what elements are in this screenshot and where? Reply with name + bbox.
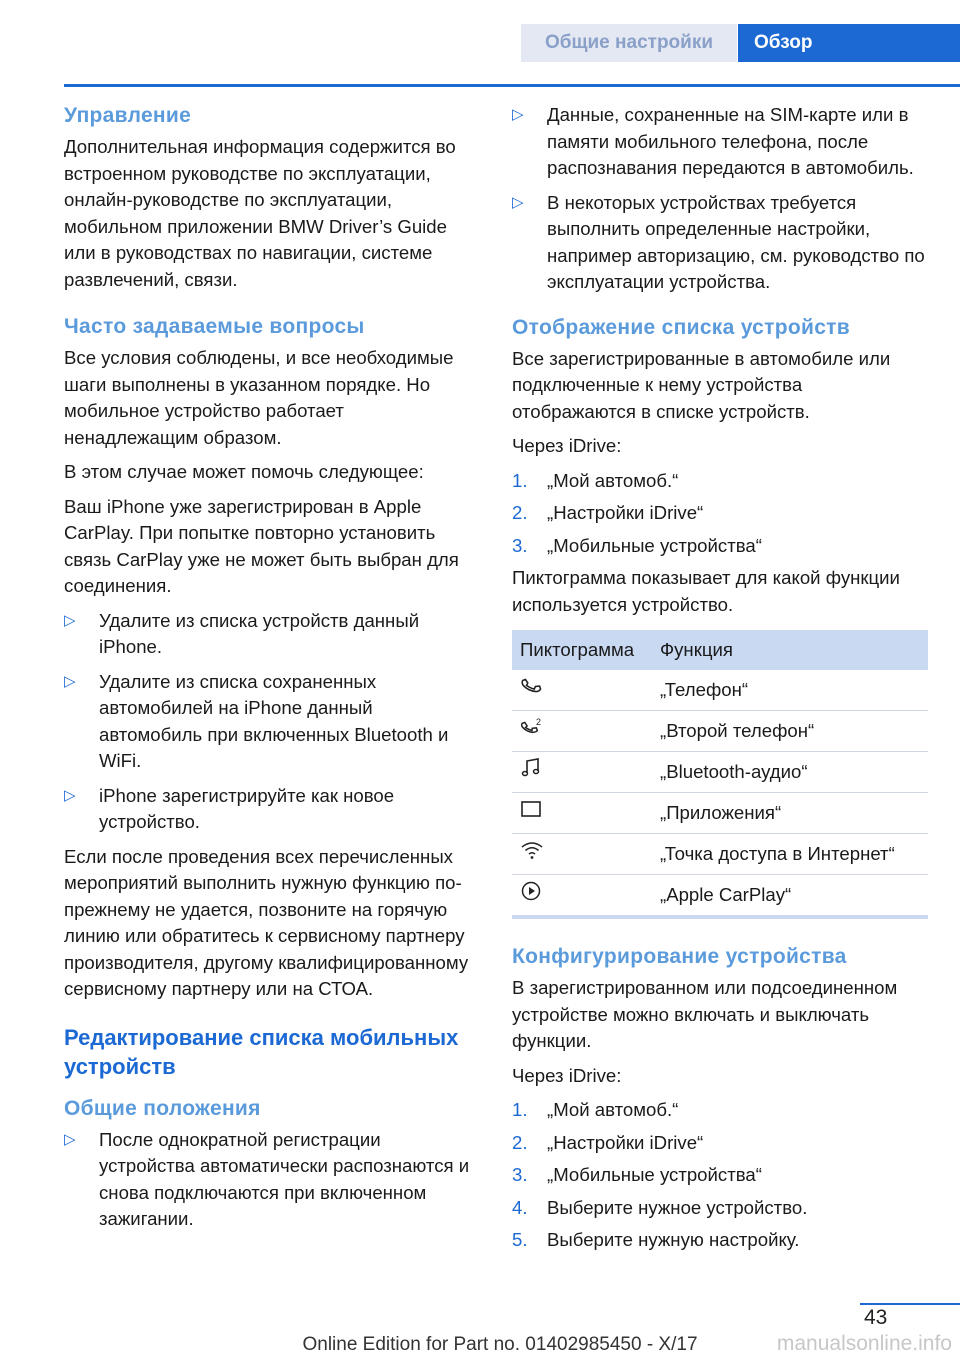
paragraph-control: Дополнительная информация содержится во встроенном руководстве по эксплуатации, онлайн-руководстве по эксплуатации, мобильном приложении BMW Driver’s Guide или в руководствах по навигации, системе развлечений, связи. bbox=[64, 136, 456, 290]
list-item: ▷ В некоторых устройствах требуется выполнить определенные настройки, например авторизацию, см. руководство по эксплуатации устройства. bbox=[512, 191, 925, 292]
apps-icon bbox=[520, 798, 542, 820]
table-row bbox=[512, 875, 928, 916]
triangle-bullet-icon: ▷ bbox=[64, 672, 76, 690]
svg-text:2: 2 bbox=[536, 717, 542, 728]
page-header bbox=[0, 24, 960, 62]
column-header-icon: Пиктограмма bbox=[512, 630, 652, 670]
paragraph-faq-3: Ваш iPhone уже зарегистрирован в Apple CarPlay. При попытке повторно установить связь CarPlay уже не может быть выбран для соединения. bbox=[64, 495, 459, 596]
steps-display-list bbox=[512, 468, 928, 560]
paragraph-faq-4: Если после проведения всех перечисленных мероприятий выполнить нужную функцию по-прежнему не удается, позвоните на горячую линию или обратитесь к сервисному партнеру производителя, другому квалифицированному сервисному партнеру или на СТОА. bbox=[64, 845, 469, 999]
heading-edit-device-list: Редактирование списка мобильных устройств bbox=[64, 1024, 459, 1079]
right-column bbox=[512, 102, 928, 1260]
list-item: ▷ После однократной регистрации устройства автоматически распознаются и снова подключаются при включенном зажигании. bbox=[64, 1128, 470, 1229]
second-phone-icon bbox=[520, 716, 544, 738]
faq-bullet-list bbox=[64, 608, 478, 836]
list-item: ▷ Удалите из списка сохраненных автомобилей на iPhone данный автомобиль при включенных Bluetooth и WiFi. bbox=[64, 670, 449, 771]
list-item: ▷ iPhone зарегистрируйте как новое устройство. bbox=[64, 784, 395, 832]
heading-configure-device: Конфигурирование устройства bbox=[512, 945, 847, 968]
list-item: ▷ Удалите из списка устройств данный iPhone. bbox=[64, 609, 420, 657]
left-column bbox=[64, 102, 478, 1241]
paragraph-configure: В зарегистрированном или подсоединенном устройстве можно включать и выключать функции. bbox=[512, 977, 898, 1051]
table-cell: „Второй телефон“ bbox=[652, 711, 928, 752]
list-item: 5. Выберите нужную настройку. bbox=[512, 1229, 800, 1250]
triangle-bullet-icon: ▷ bbox=[64, 611, 76, 629]
list-item: 1. „Мой автомоб.“ bbox=[512, 469, 679, 491]
table-cell: „Телефон“ bbox=[652, 670, 928, 711]
watermark: manualsonline.info bbox=[776, 1332, 952, 1355]
steps-configure-list bbox=[512, 1097, 928, 1254]
column-header-function: Функция bbox=[652, 630, 928, 670]
phone-icon bbox=[520, 675, 542, 697]
music-note-icon bbox=[520, 757, 542, 779]
paragraph-display: Все зарегистрированные в автомобиле или подключенные к нему устройства отображаются в списке устройств. bbox=[512, 347, 891, 422]
via-idrive-label: Через iDrive: bbox=[512, 435, 622, 456]
paragraph-icons: Пиктограмма показывает для какой функции используется устройство. bbox=[512, 567, 900, 615]
footer-page-rule bbox=[860, 1303, 960, 1305]
top-bullet-list bbox=[512, 102, 928, 296]
list-item: 2. „Настройки iDrive“ bbox=[512, 502, 704, 523]
list-item: 3. „Мобильные устройства“ bbox=[512, 1164, 762, 1185]
paragraph-faq-2: В этом случае может помочь следующее: bbox=[64, 461, 424, 482]
table-cell: „Точка доступа в Интернет“ bbox=[652, 834, 928, 875]
list-item: 2. „Настройки iDrive“ bbox=[512, 1131, 704, 1153]
triangle-bullet-icon: ▷ bbox=[512, 193, 524, 211]
table-row bbox=[512, 834, 928, 875]
heading-control: Управление bbox=[64, 104, 192, 127]
list-item: ▷ Данные, сохраненные на SIM-карте или в памяти мобильного телефона, после распознавания передаются в автомобиль. bbox=[512, 104, 914, 178]
paragraph-faq-1: Все условия соблюдены, и все необходимые шаги выполнены в указанном порядке. Но мобильное устройство работает ненадлежащим образом. bbox=[64, 347, 454, 448]
triangle-bullet-icon: ▷ bbox=[64, 786, 76, 804]
edition-note: Online Edition for Part no. 01402985450 - X/17 bbox=[302, 1334, 698, 1355]
icon-function-table bbox=[512, 630, 928, 915]
heading-display-device-list: Отображение списка устройств bbox=[512, 315, 850, 339]
table-row bbox=[512, 670, 928, 711]
triangle-bullet-icon: ▷ bbox=[64, 1130, 76, 1148]
header-tab-general-settings[interactable]: Общие настройки bbox=[521, 24, 737, 62]
table-cell: „Bluetooth-аудио“ bbox=[652, 752, 928, 793]
heading-faq: Часто задаваемые вопросы bbox=[64, 315, 365, 338]
list-item: 1. „Мой автомоб.“ bbox=[512, 1099, 679, 1120]
general-bullet-list bbox=[64, 1127, 478, 1233]
table-row bbox=[512, 793, 928, 834]
list-item: 3. „Мобильные устройства“ bbox=[512, 534, 762, 556]
via-idrive-label-2: Через iDrive: bbox=[512, 1064, 622, 1086]
table-cell: „Приложения“ bbox=[652, 793, 928, 834]
table-bottom-rule bbox=[512, 915, 928, 919]
table-header-row bbox=[512, 630, 928, 670]
list-item: 4. Выберите нужное устройство. bbox=[512, 1196, 808, 1218]
page-number: 43 bbox=[864, 1306, 888, 1329]
table-cell: „Apple CarPlay“ bbox=[660, 883, 792, 905]
header-tab-overview[interactable]: Обзор bbox=[738, 24, 960, 62]
heading-general: Общие положения bbox=[64, 1096, 261, 1120]
header-divider bbox=[64, 84, 960, 87]
triangle-bullet-icon: ▷ bbox=[512, 106, 524, 123]
table-row bbox=[512, 711, 928, 752]
table-row bbox=[512, 752, 928, 793]
wifi-icon bbox=[520, 839, 544, 861]
carplay-icon bbox=[520, 880, 542, 902]
